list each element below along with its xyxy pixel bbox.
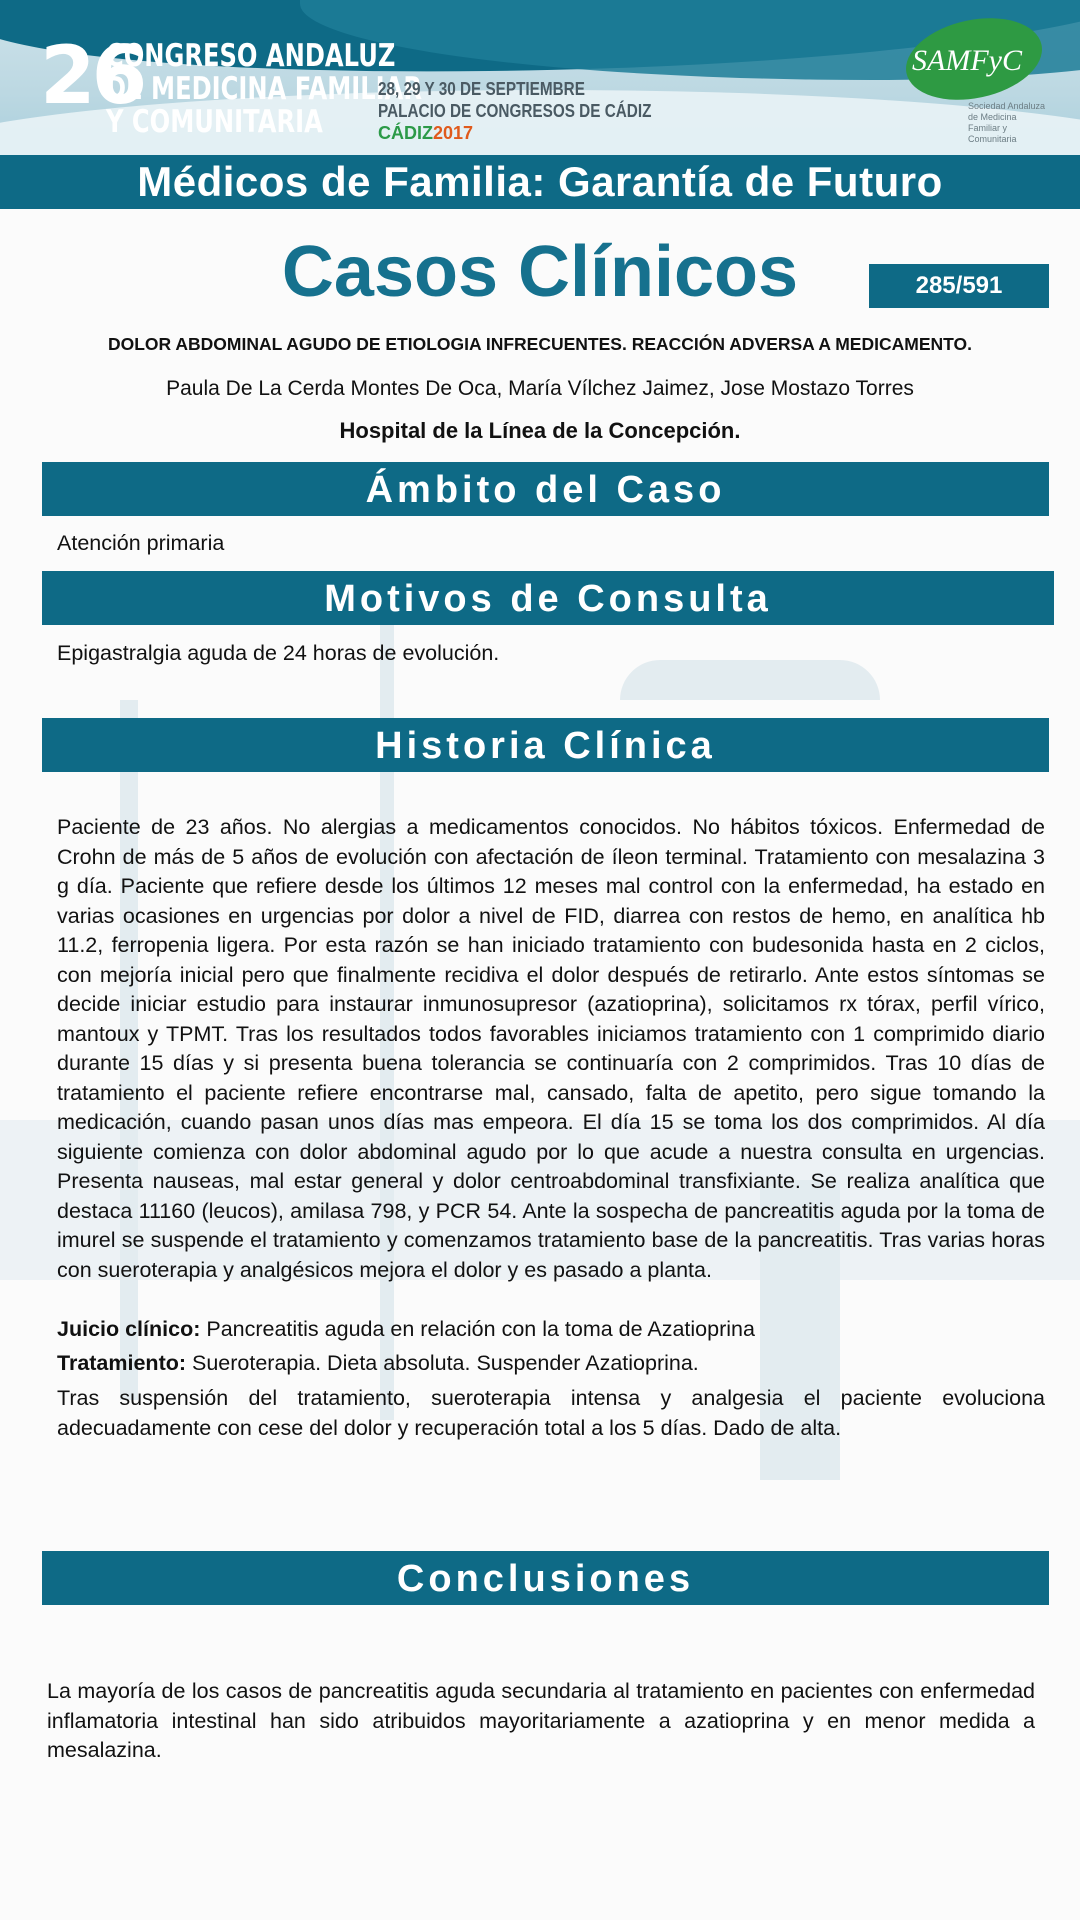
- historia-text: Paciente de 23 años. No alergias a medicamentos conocidos. No hábitos tóxicos. Enfermedad de Crohn de más de 5 años de evolución con afectación de íleon terminal. Tratamiento con mesalazina 3 g día. Paciente que refiere desde los últimos 12 meses mal control con la enfermedad, ha estado en varias ocasiones en urgencias por dolor a nivel de FID, diarrea con restos de hemo, en analítica hb 11.2, ferropenia ligera. Por esta razón se han iniciado tratamiento con budesonida hasta en 2 ciclos, con mejoría inicial pero que finalmente recidiva el dolor después de retirarlo. Ante estos síntomas se decide iniciar estudio para instaurar inmunosupresor (azatioprina), solicitamos rx tórax, perfil vírico, mantoux y TPMT. Tras los resultados todos favorables iniciamos tratamiento con 1 comprimido diario durante 15 días y si presenta buena tolerancia se continuaría con 2 comprimidos. Tras 10 días de tratamiento el paciente refiere encontrarse mal, cansado, falta de apetito, pero sigue tomando la medicación, cuando pasan unos días mas empeora. El día 15 se toma los dos comprimidos. Al día siguiente comienza con dolor abdominal agudo por lo que acude a nuestra consulta en urgencias. Presenta nauseas, mal estar general y dolor centroabdominal transfixiante. Se realiza analítica que destaca 11160 (leucos), amilasa 798, y PCR 54. Ante la sospecha de pancreatitis aguda por la toma de imurel se suspende el tratamiento y comenzamos tratamiento base de la pancreatitis. Tras varias horas con sueroterapia y analgésicos mejora el dolor y es pasado a planta.: [57, 815, 1045, 1282]
- samfyc-logo-text: SAMFyC: [912, 44, 1022, 77]
- congress-name: CONGRESO ANDALUZ DE MEDICINA FAMILIAR Y COMUNITARIA: [106, 38, 423, 140]
- section-header-motivos: Motivos de Consulta: [42, 571, 1054, 625]
- page-title: Casos Clínicos: [281, 232, 799, 312]
- conclusiones-text: La mayoría de los casos de pancreatitis aguda secundaria al tratamiento en pacientes con enfermedad inflamatoria intestinal han sido atribuidos mayoritariamente a azatioprina y en menor medida a mesalazina.: [47, 1679, 1035, 1762]
- congress-dates: 28, 29 Y 30 DE SEPTIEMBRE PALACIO DE CONGRESOS DE CÁDIZ: [378, 79, 652, 121]
- congress-number: 26: [40, 29, 144, 122]
- section-header-historia: Historia Clínica: [42, 718, 1049, 772]
- evolucion-text: Tras suspensión del tratamiento, sueroterapia intensa y analgesia el paciente evoluciona adecuadamente con cese del dolor y recuperación total a los 5 días. Dado de alta.: [57, 1386, 1045, 1440]
- tratamiento: Tratamiento: Sueroterapia. Dieta absoluta. Suspender Azatioprina.: [57, 1351, 699, 1375]
- motivos-text: Epigastralgia aguda de 24 horas de evolución.: [57, 641, 500, 665]
- congress-city: CÁDIZ2017: [378, 123, 474, 143]
- section-header-conclusiones: Conclusiones: [42, 1551, 1049, 1605]
- ambito-text: Atención primaria: [57, 531, 225, 555]
- case-authors: Paula De La Cerda Montes De Oca, María Vílchez Jaimez, Jose Mostazo Torres: [166, 377, 914, 400]
- juicio-clinico: Juicio clínico: Pancreatitis aguda en relación con la toma de Azatioprina: [57, 1317, 755, 1341]
- section-header-ambito: Ámbito del Caso: [42, 462, 1049, 516]
- samfyc-logo-subtitle: Sociedad Andaluza de Medicina Familiar y Comunitaria: [968, 101, 1046, 144]
- case-number-badge: 285/591: [869, 264, 1049, 308]
- case-subtitle: DOLOR ABDOMINAL AGUDO DE ETIOLOGIA INFRECUENTES. REACCIÓN ADVERSA A MEDICAMENTO.: [107, 334, 972, 354]
- motto-bar: Médicos de Familia: Garantía de Futuro: [0, 155, 1080, 209]
- case-hospital: Hospital de la Línea de la Concepción.: [339, 418, 741, 443]
